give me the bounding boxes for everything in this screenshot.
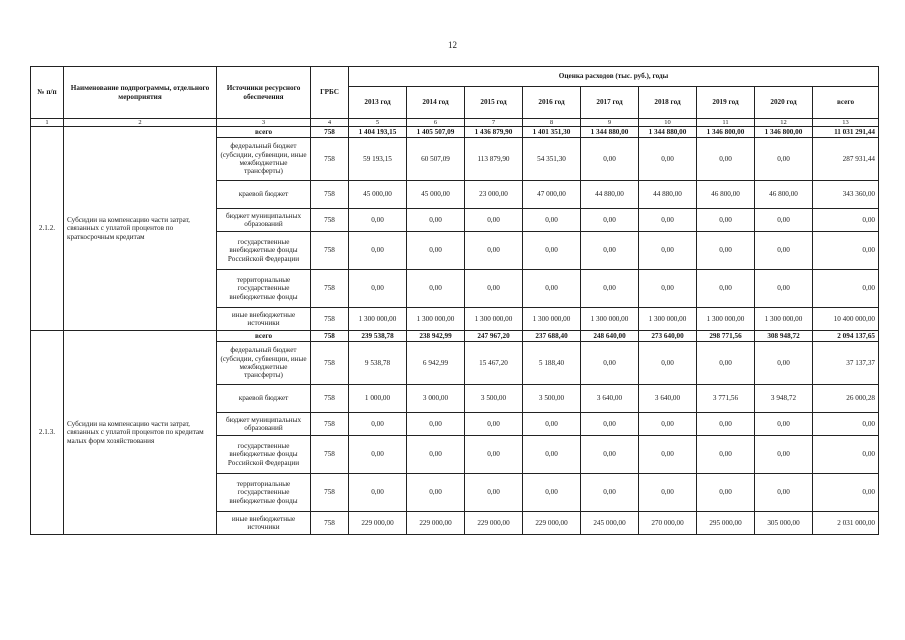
year-value: 270 000,00 <box>639 512 697 535</box>
grbs-code: 758 <box>311 127 349 138</box>
year-value: 0,00 <box>349 232 407 270</box>
grbs-code: 758 <box>311 270 349 308</box>
year-value: 0,00 <box>697 474 755 512</box>
year-value: 0,00 <box>581 342 639 385</box>
column-number: 5 <box>349 119 407 127</box>
header-name: Наименование подпрограммы, отдельного мероприятия <box>64 67 217 119</box>
year-value: 1 344 880,00 <box>581 127 639 138</box>
year-value: 0,00 <box>755 138 813 181</box>
year-value: 0,00 <box>465 270 523 308</box>
year-value: 1 346 800,00 <box>697 127 755 138</box>
year-value: 0,00 <box>639 270 697 308</box>
header-year: 2016 год <box>523 87 581 119</box>
column-number: 12 <box>755 119 813 127</box>
year-value: 1 300 000,00 <box>407 308 465 331</box>
year-value: 308 948,72 <box>755 331 813 342</box>
year-value: 0,00 <box>755 436 813 474</box>
year-value: 0,00 <box>755 209 813 232</box>
total-value: 0,00 <box>813 413 879 436</box>
year-value: 0,00 <box>697 436 755 474</box>
year-value: 0,00 <box>407 232 465 270</box>
year-value: 23 000,00 <box>465 181 523 209</box>
year-value: 47 000,00 <box>523 181 581 209</box>
header-year: 2020 год <box>755 87 813 119</box>
funding-source: государственные внебюджетные фонды Российской Федерации <box>217 436 311 474</box>
year-value: 229 000,00 <box>349 512 407 535</box>
year-value: 248 640,00 <box>581 331 639 342</box>
header-year: 2018 год <box>639 87 697 119</box>
year-value: 59 193,15 <box>349 138 407 181</box>
grbs-code: 758 <box>311 342 349 385</box>
header-num: № п/п <box>31 67 64 119</box>
year-value: 0,00 <box>407 474 465 512</box>
year-value: 0,00 <box>697 270 755 308</box>
year-value: 1 300 000,00 <box>523 308 581 331</box>
grbs-code: 758 <box>311 308 349 331</box>
year-value: 1 405 507,09 <box>407 127 465 138</box>
funding-source: федеральный бюджет (субсидии, субвенции, иные межбюджетные трансферты) <box>217 342 311 385</box>
year-value: 0,00 <box>697 413 755 436</box>
year-value: 0,00 <box>581 413 639 436</box>
header-sources: Источники ресурсного обеспечения <box>217 67 311 119</box>
total-value: 287 931,44 <box>813 138 879 181</box>
funding-source: территориальные государственные внебюджетные фонды <box>217 474 311 512</box>
year-value: 0,00 <box>407 270 465 308</box>
year-value: 44 880,00 <box>639 181 697 209</box>
column-number: 3 <box>217 119 311 127</box>
grbs-code: 758 <box>311 209 349 232</box>
year-value: 1 401 351,30 <box>523 127 581 138</box>
year-value: 1 346 800,00 <box>755 127 813 138</box>
budget-table <box>30 66 879 535</box>
item-number: 2.1.2. <box>31 127 64 331</box>
year-value: 0,00 <box>755 474 813 512</box>
header-year: 2017 год <box>581 87 639 119</box>
year-value: 229 000,00 <box>523 512 581 535</box>
year-value: 0,00 <box>581 474 639 512</box>
total-value: 0,00 <box>813 474 879 512</box>
year-value: 15 467,20 <box>465 342 523 385</box>
year-value: 5 188,40 <box>523 342 581 385</box>
year-value: 298 771,56 <box>697 331 755 342</box>
year-value: 0,00 <box>523 209 581 232</box>
year-value: 0,00 <box>755 413 813 436</box>
year-value: 1 300 000,00 <box>349 308 407 331</box>
year-value: 0,00 <box>349 436 407 474</box>
column-number: 2 <box>64 119 217 127</box>
year-value: 0,00 <box>639 474 697 512</box>
funding-source: краевой бюджет <box>217 385 311 413</box>
funding-source: краевой бюджет <box>217 181 311 209</box>
total-value: 0,00 <box>813 270 879 308</box>
year-value: 0,00 <box>697 342 755 385</box>
year-value: 113 879,90 <box>465 138 523 181</box>
table-row <box>31 331 879 342</box>
year-value: 0,00 <box>465 209 523 232</box>
year-value: 3 500,00 <box>465 385 523 413</box>
year-value: 0,00 <box>581 232 639 270</box>
grbs-code: 758 <box>311 232 349 270</box>
total-value: 0,00 <box>813 436 879 474</box>
funding-source: всего <box>217 127 311 138</box>
header-grbs: ГРБС <box>311 67 349 119</box>
year-value: 0,00 <box>465 474 523 512</box>
year-value: 3 948,72 <box>755 385 813 413</box>
year-value: 229 000,00 <box>407 512 465 535</box>
table-body <box>31 127 879 535</box>
column-number: 4 <box>311 119 349 127</box>
year-value: 0,00 <box>523 232 581 270</box>
total-value: 11 031 291,44 <box>813 127 879 138</box>
funding-source: государственные внебюджетные фонды Российской Федерации <box>217 232 311 270</box>
column-number: 8 <box>523 119 581 127</box>
year-value: 0,00 <box>581 209 639 232</box>
year-value: 237 688,40 <box>523 331 581 342</box>
year-value: 0,00 <box>523 474 581 512</box>
header-estimate: Оценка расходов (тыс. руб.), годы <box>349 67 879 87</box>
year-value: 0,00 <box>697 209 755 232</box>
year-value: 0,00 <box>349 209 407 232</box>
year-value: 0,00 <box>349 413 407 436</box>
funding-source: всего <box>217 331 311 342</box>
year-value: 60 507,09 <box>407 138 465 181</box>
header-year: 2014 год <box>407 87 465 119</box>
funding-source: федеральный бюджет (субсидии, субвенции, иные межбюджетные трансферты) <box>217 138 311 181</box>
funding-source: бюджет муниципальных образований <box>217 209 311 232</box>
year-value: 3 640,00 <box>639 385 697 413</box>
year-value: 0,00 <box>639 138 697 181</box>
column-number-row <box>31 119 879 127</box>
year-value: 3 500,00 <box>523 385 581 413</box>
grbs-code: 758 <box>311 138 349 181</box>
year-value: 1 300 000,00 <box>465 308 523 331</box>
year-value: 273 640,00 <box>639 331 697 342</box>
grbs-code: 758 <box>311 331 349 342</box>
year-value: 0,00 <box>581 436 639 474</box>
year-value: 0,00 <box>639 232 697 270</box>
total-value: 37 137,37 <box>813 342 879 385</box>
year-value: 0,00 <box>697 232 755 270</box>
year-value: 1 300 000,00 <box>697 308 755 331</box>
column-number: 11 <box>697 119 755 127</box>
funding-source: иные внебюджетные источники <box>217 512 311 535</box>
year-value: 1 000,00 <box>349 385 407 413</box>
header-year: 2019 год <box>697 87 755 119</box>
year-value: 0,00 <box>697 138 755 181</box>
year-value: 44 880,00 <box>581 181 639 209</box>
column-number: 6 <box>407 119 465 127</box>
year-value: 0,00 <box>581 270 639 308</box>
total-value: 2 094 137,65 <box>813 331 879 342</box>
year-value: 239 538,78 <box>349 331 407 342</box>
year-value: 6 942,99 <box>407 342 465 385</box>
year-value: 0,00 <box>465 436 523 474</box>
year-value: 0,00 <box>639 342 697 385</box>
year-value: 9 538,78 <box>349 342 407 385</box>
page-number: 12 <box>448 40 457 50</box>
total-value: 0,00 <box>813 209 879 232</box>
total-value: 2 031 000,00 <box>813 512 879 535</box>
year-value: 54 351,30 <box>523 138 581 181</box>
year-value: 0,00 <box>639 436 697 474</box>
item-name: Субсидии на компенсацию части затрат, связанных с уплатой процентов по кредитам малых форм хозяйствования <box>64 331 217 535</box>
total-value: 343 360,00 <box>813 181 879 209</box>
year-value: 229 000,00 <box>465 512 523 535</box>
year-value: 245 000,00 <box>581 512 639 535</box>
column-number: 9 <box>581 119 639 127</box>
funding-source: территориальные государственные внебюджетные фонды <box>217 270 311 308</box>
total-value: 26 000,28 <box>813 385 879 413</box>
year-value: 0,00 <box>523 413 581 436</box>
year-value: 3 000,00 <box>407 385 465 413</box>
year-value: 1 344 880,00 <box>639 127 697 138</box>
year-value: 0,00 <box>349 474 407 512</box>
grbs-code: 758 <box>311 385 349 413</box>
year-value: 1 436 879,90 <box>465 127 523 138</box>
item-number: 2.1.3. <box>31 331 64 535</box>
column-number: 10 <box>639 119 697 127</box>
year-value: 1 300 000,00 <box>581 308 639 331</box>
year-value: 295 000,00 <box>697 512 755 535</box>
grbs-code: 758 <box>311 474 349 512</box>
year-value: 46 800,00 <box>697 181 755 209</box>
year-value: 45 000,00 <box>349 181 407 209</box>
year-value: 0,00 <box>523 436 581 474</box>
total-value: 10 400 000,00 <box>813 308 879 331</box>
column-number: 13 <box>813 119 879 127</box>
year-value: 305 000,00 <box>755 512 813 535</box>
year-value: 0,00 <box>349 270 407 308</box>
header-year: 2015 год <box>465 87 523 119</box>
header-year: 2013 год <box>349 87 407 119</box>
year-value: 1 300 000,00 <box>639 308 697 331</box>
total-value: 0,00 <box>813 232 879 270</box>
grbs-code: 758 <box>311 181 349 209</box>
year-value: 0,00 <box>465 232 523 270</box>
year-value: 3 640,00 <box>581 385 639 413</box>
year-value: 1 404 193,15 <box>349 127 407 138</box>
table-row <box>31 127 879 138</box>
year-value: 0,00 <box>755 270 813 308</box>
year-value: 0,00 <box>581 138 639 181</box>
header-year: всего <box>813 87 879 119</box>
funding-source: иные внебюджетные источники <box>217 308 311 331</box>
grbs-code: 758 <box>311 436 349 474</box>
item-name: Субсидии на компенсацию части затрат, связанных с уплатой процентов по краткосрочным кредитам <box>64 127 217 331</box>
year-value: 0,00 <box>465 413 523 436</box>
grbs-code: 758 <box>311 413 349 436</box>
year-value: 0,00 <box>407 209 465 232</box>
year-value: 1 300 000,00 <box>755 308 813 331</box>
year-value: 0,00 <box>523 270 581 308</box>
year-value: 0,00 <box>639 209 697 232</box>
column-number: 7 <box>465 119 523 127</box>
year-value: 247 967,20 <box>465 331 523 342</box>
year-value: 0,00 <box>407 436 465 474</box>
year-value: 0,00 <box>755 342 813 385</box>
year-value: 3 771,56 <box>697 385 755 413</box>
grbs-code: 758 <box>311 512 349 535</box>
year-value: 0,00 <box>639 413 697 436</box>
column-number: 1 <box>31 119 64 127</box>
year-value: 0,00 <box>407 413 465 436</box>
year-value: 0,00 <box>755 232 813 270</box>
year-value: 46 800,00 <box>755 181 813 209</box>
year-value: 45 000,00 <box>407 181 465 209</box>
year-value: 238 942,99 <box>407 331 465 342</box>
funding-source: бюджет муниципальных образований <box>217 413 311 436</box>
